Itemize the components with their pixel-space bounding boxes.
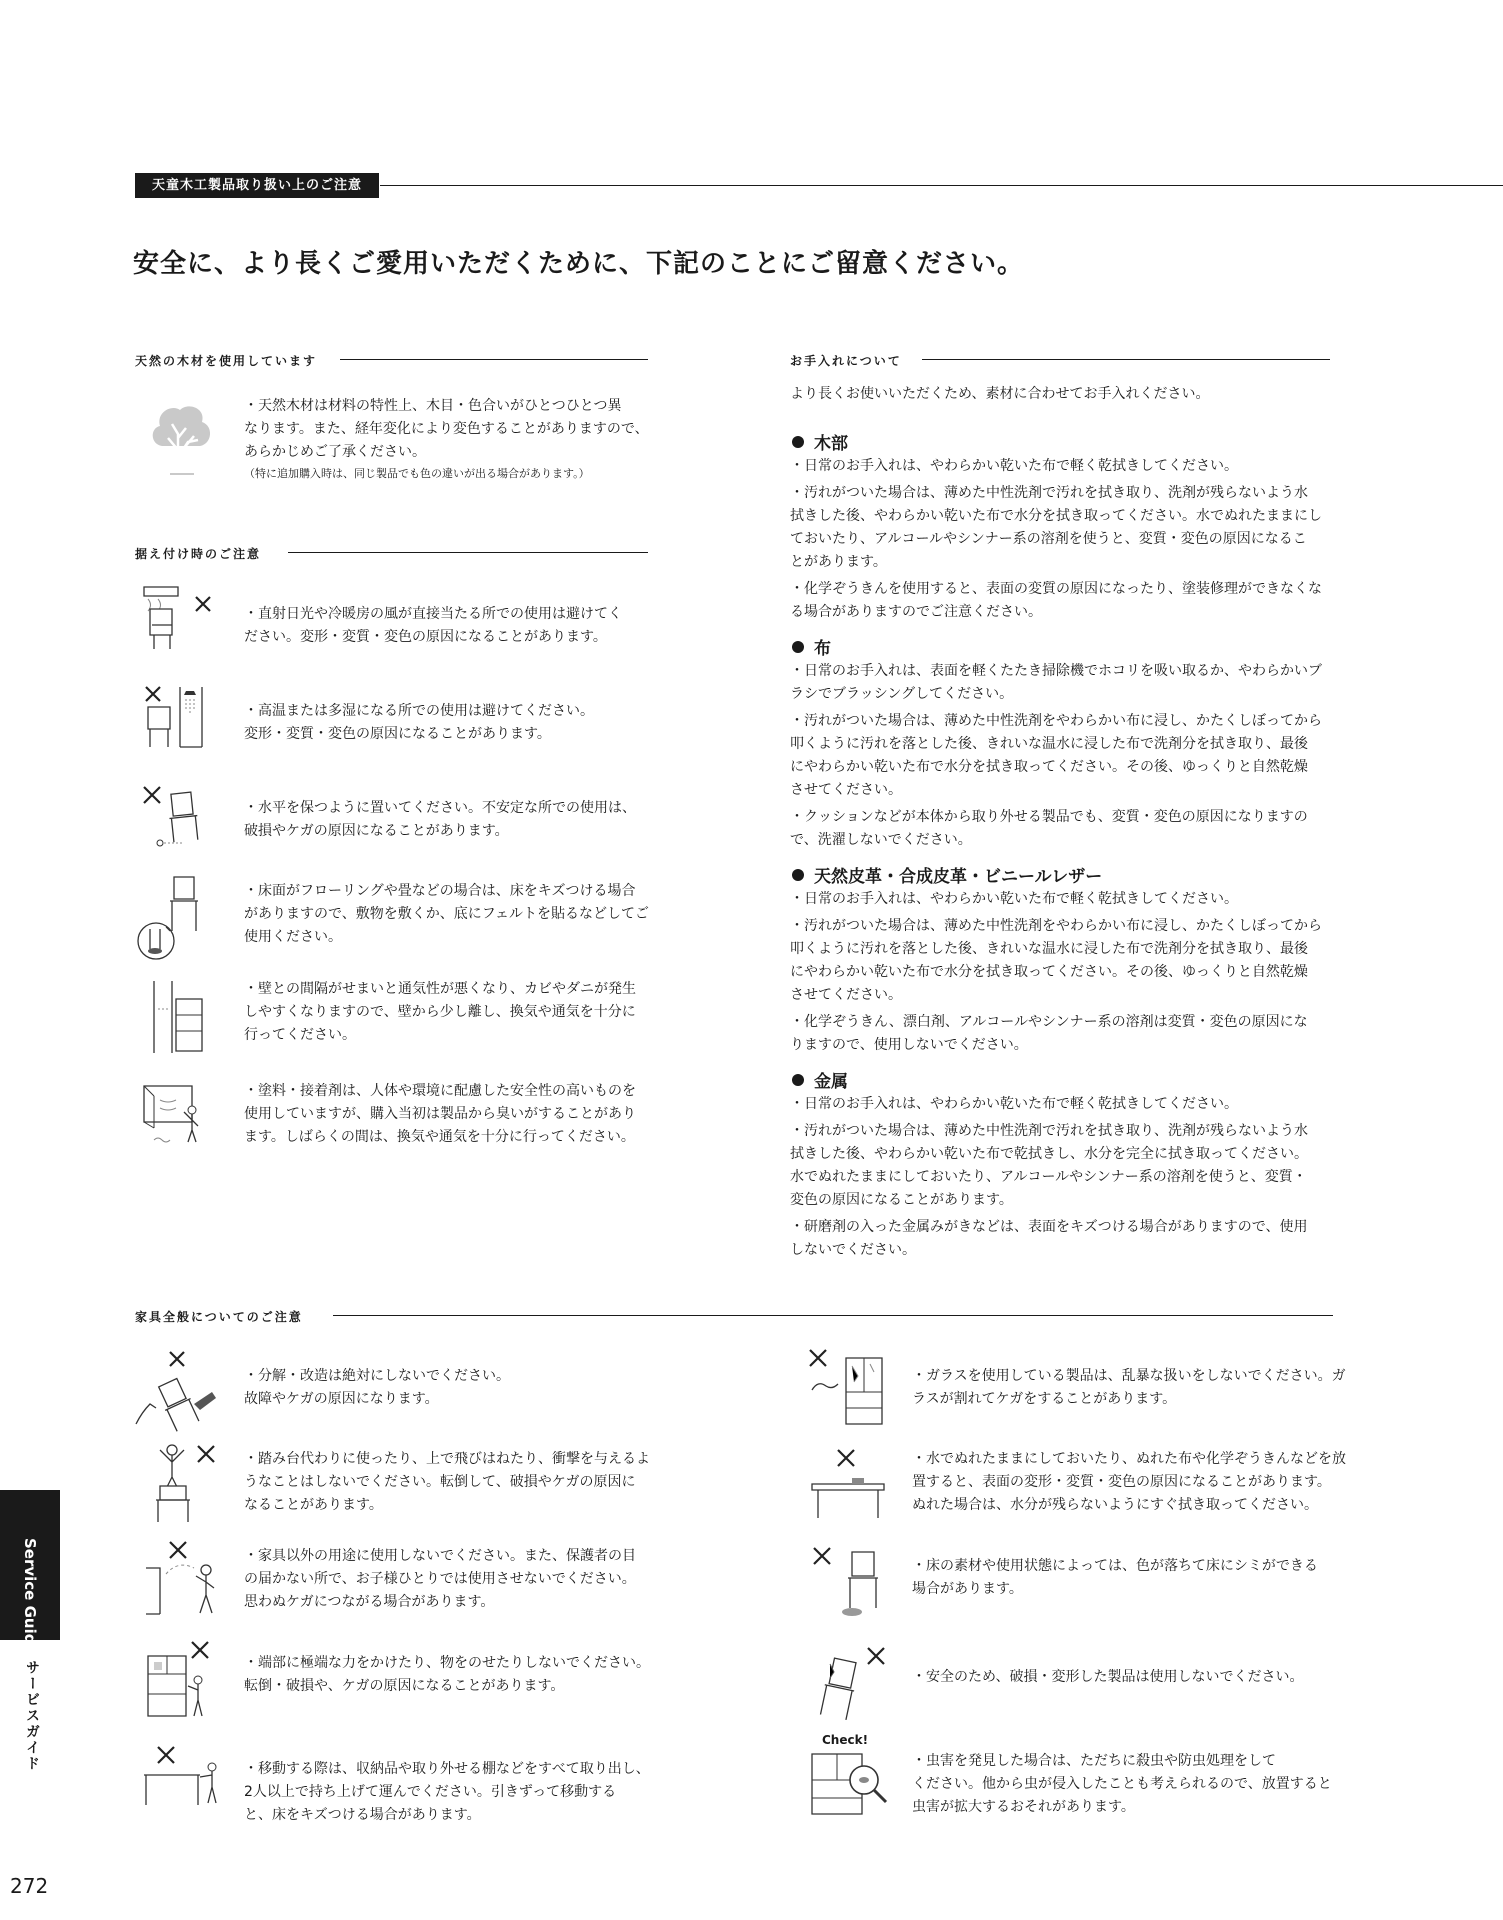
- section-tag: 天童木工製品取り扱い上のご注意: [135, 173, 379, 198]
- page-number: 272: [10, 1874, 49, 1898]
- installation-item-5-line-3: 行ってください。: [244, 1027, 356, 1043]
- wall-gap-icon: [148, 979, 212, 1055]
- care-rule: [922, 359, 1330, 360]
- care-wood-line-6: ・化学ぞうきんを使用すると、表面の変質の原因になったり、塗装修理ができなくな: [790, 581, 1322, 597]
- floor-felt-icon: [136, 873, 220, 963]
- shower-chair-icon: [140, 683, 220, 749]
- general-right-3-line-2: 場合があります。: [912, 1581, 1023, 1597]
- general-right-5-line-1: ・虫害を発見した場合は、ただちに殺虫や防虫処理をして: [912, 1753, 1276, 1769]
- service-guide-label: [21, 1538, 39, 1590]
- care-heading: お手入れについて: [790, 354, 902, 368]
- care-fabric-line-2: ラシでブラッシングしてください。: [790, 686, 1014, 702]
- natural-wood-rule: [340, 359, 648, 360]
- care-leather-line-2: ・汚れがついた場合は、薄めた中性洗剤をやわらかい布に浸し、かたくしぼってから: [790, 918, 1322, 934]
- general-right-3-line-1: ・床の素材や使用状態によっては、色が落ちて床にシミができる: [912, 1558, 1318, 1574]
- general-left-2-line-2: うなことはしないでください。転倒して、破損やケガの原因に: [244, 1474, 636, 1490]
- dragging-table-icon: [140, 1745, 224, 1811]
- installation-item-5-line-2: しやすくなりますので、壁から少し離し、換気や通気を十分に: [244, 1004, 636, 1020]
- care-intro: より長くお使いいただくため、素材に合わせてお手入れください。: [790, 386, 1210, 402]
- general-left-5-line-3: と、床をキズつける場合があります。: [244, 1807, 481, 1823]
- care-wood-line-5: とがあります。: [790, 554, 887, 570]
- care-wood-line-3: 拭きした後、やわらかい乾いた布で水分を拭き取ってください。水でぬれたままにし: [790, 508, 1322, 524]
- header-rule: [380, 185, 1503, 186]
- care-fabric-line-8: で、洗濯しないでください。: [790, 832, 972, 848]
- installation-item-2-line-1: ・高温または多湿になる所での使用は避けてください。: [244, 703, 594, 719]
- care-leather-title: 天然皮革・合成皮革・ビニールレザー: [790, 862, 1102, 887]
- care-leather-line-5: させてください。: [790, 987, 902, 1003]
- natural-wood-heading: 天然の木材を使用しています: [135, 354, 318, 368]
- care-metal-line-2: ・汚れがついた場合は、薄めた中性洗剤で汚れを拭き取り、洗剤が残らないよう水: [790, 1123, 1308, 1139]
- installation-item-3-line-2: 破損やケガの原因になることがあります。: [244, 823, 509, 839]
- care-leather-line-1: ・日常のお手入れは、やわらかい乾いた布で軽く乾拭きしてください。: [790, 891, 1238, 907]
- general-left-5-line-2: 2人以上で持ち上げて運んでください。引きずって移動する: [244, 1784, 617, 1800]
- care-wood-line-4: ておいたり、アルコールやシンナー系の溶剤を使うと、変質・変色の原因になるこ: [790, 531, 1307, 547]
- care-metal-line-7: しないでください。: [790, 1242, 916, 1258]
- general-left-4-line-1: ・端部に極端な力をかけたり、物をのせたりしないでください。: [244, 1655, 650, 1671]
- general-right-1-line-1: ・ガラスを使用している製品は、乱暴な扱いをしないでください。ガ: [912, 1368, 1346, 1384]
- installation-item-5-line-1: ・壁との間隔がせまいと通気性が悪くなり、カビやダニが発生: [244, 981, 636, 997]
- installation-item-6-line-2: 使用していますが、購入当初は製品から臭いがすることがあり: [244, 1106, 636, 1122]
- general-left-2-line-3: なることがあります。: [244, 1497, 383, 1513]
- standing-on-chair-icon: [148, 1442, 222, 1524]
- service-guide-jp-label: サービスガイド: [24, 1660, 40, 1772]
- page-headline: 安全に、より長くご愛用いただくために、下記のことにご留意ください。: [133, 249, 1025, 279]
- general-right-2-line-3: ぬれた場合は、水分が残らないようにすぐ拭き取ってください。: [912, 1497, 1318, 1513]
- general-left-2-line-1: ・踏み台代わりに使ったり、上で飛びはねたり、衝撃を与えるよ: [244, 1451, 650, 1467]
- general-right-2-line-1: ・水でぬれたままにしておいたり、ぬれた布や化学ぞうきんなどを放: [912, 1451, 1346, 1467]
- general-left-1-line-1: ・分解・改造は絶対にしないでください。: [244, 1368, 510, 1384]
- care-leather-line-7: りますので、使用しないでください。: [790, 1037, 1028, 1053]
- installation-rule: [288, 552, 648, 553]
- care-metal-title: 金属: [790, 1067, 848, 1092]
- installation-item-4-line-1: ・床面がフローリングや畳などの場合は、床をキズつける場合: [244, 883, 636, 899]
- care-metal-line-6: ・研磨剤の入った金属みがきなどは、表面をキズつける場合がありますので、使用: [790, 1219, 1308, 1235]
- wet-table-icon: [808, 1448, 888, 1520]
- care-fabric-line-7: ・クッションなどが本体から取り外せる製品でも、変質・変色の原因になりますの: [790, 809, 1308, 825]
- care-leather-line-6: ・化学ぞうきん、漂白剤、アルコールやシンナー系の溶剤は変質・変色の原因にな: [790, 1014, 1308, 1030]
- general-right-5-line-2: ください。他から虫が侵入したことも考えられるので、放置すると: [912, 1776, 1332, 1792]
- natural-wood-text-3: あらかじめご了承ください。: [244, 444, 426, 460]
- general-rule: [333, 1315, 1333, 1316]
- glass-cabinet-icon: [806, 1346, 888, 1428]
- general-right-1-line-2: ラスが割れてケガをすることがあります。: [912, 1391, 1177, 1407]
- air-conditioner-chair-icon: [140, 585, 220, 651]
- care-metal-line-1: ・日常のお手入れは、やわらかい乾いた布で軽く乾拭きしてください。: [790, 1096, 1238, 1112]
- child-play-icon: [140, 1540, 224, 1620]
- installation-item-2-line-2: 変形・変質・変色の原因になることがあります。: [244, 726, 551, 742]
- tree-icon: [148, 398, 216, 476]
- installation-heading: 据え付け時のご注意: [135, 547, 262, 561]
- installation-item-1-line-2: ださい。変形・変質・変色の原因になることがあります。: [244, 629, 607, 645]
- disassembly-icon: [132, 1350, 222, 1432]
- leaning-cabinet-icon: [144, 1640, 224, 1720]
- care-fabric-line-3: ・汚れがついた場合は、薄めた中性洗剤をやわらかい布に浸し、かたくしぼってから: [790, 713, 1322, 729]
- general-heading: 家具全般についてのご注意: [135, 1310, 303, 1324]
- care-leather-line-3: 叩くように汚れを落とした後、きれいな温水に浸した布で洗剤分を拭き取り、最後: [790, 941, 1308, 957]
- floor-stain-icon: [810, 1544, 888, 1624]
- care-wood-title: 木部: [790, 429, 848, 454]
- installation-item-4-line-3: 使用ください。: [244, 929, 342, 945]
- installation-item-3-line-1: ・水平を保つように置いてください。不安定な所での使用は、: [244, 800, 636, 816]
- check-label: Check!: [822, 1733, 869, 1747]
- general-left-1-line-2: 故障やケガの原因になります。: [244, 1391, 439, 1407]
- care-leather-line-4: にやわらかい乾いた布で水分を拭き取ってください。その後、ゆっくりと自然乾燥: [790, 964, 1308, 980]
- general-right-4-line-1: ・安全のため、破損・変形した製品は使用しないでください。: [912, 1669, 1304, 1685]
- care-fabric-title: 布: [790, 634, 831, 659]
- installation-item-4-line-2: がありますので、敷物を敷くか、底にフェルトを貼るなどしてご: [244, 906, 650, 922]
- general-right-5-line-3: 虫害が拡大するおそれがあります。: [912, 1799, 1135, 1815]
- insect-check-icon: [808, 1750, 890, 1816]
- care-wood-line-1: ・日常のお手入れは、やわらかい乾いた布で軽く乾拭きしてください。: [790, 458, 1238, 474]
- general-left-3-line-1: ・家具以外の用途に使用しないでください。また、保護者の目: [244, 1548, 636, 1564]
- general-left-5-line-1: ・移動する際は、収納品や取り外せる棚などをすべて取り出し、: [244, 1761, 650, 1777]
- installation-item-1-line-1: ・直射日光や冷暖房の風が直接当たる所での使用は避けてく: [244, 606, 622, 622]
- care-metal-line-5: 変色の原因になることがあります。: [790, 1192, 1013, 1208]
- care-fabric-line-5: にやわらかい乾いた布で水分を拭き取ってください。その後、ゆっくりと自然乾燥: [790, 759, 1308, 775]
- tilted-chair-icon: [140, 783, 220, 849]
- ventilation-window-icon: [140, 1080, 220, 1148]
- natural-wood-note: （特に追加購入時は、同じ製品でも色の違いが出る場合があります。）: [244, 467, 590, 480]
- care-fabric-line-6: させてください。: [790, 782, 902, 798]
- installation-item-6-line-3: ます。しばらくの間は、換気や通気を十分に行ってください。: [244, 1129, 635, 1145]
- natural-wood-text-1: ・天然木材は材料の特性上、木目・色合いがひとつひとつ異: [244, 398, 622, 414]
- care-fabric-line-4: 叩くように汚れを落とした後、きれいな温水に浸した布で洗剤分を拭き取り、最後: [790, 736, 1308, 752]
- care-fabric-line-1: ・日常のお手入れは、表面を軽くたたき掃除機でホコリを吸い取るか、やわらかいブ: [790, 663, 1322, 679]
- general-left-3-line-2: の届かない所で、お子様ひとりでは使用させないでください。: [244, 1571, 636, 1587]
- care-metal-line-4: 水でぬれたままにしておいたり、アルコールやシンナー系の溶剤を使うと、変質・: [790, 1169, 1307, 1185]
- installation-item-6-line-1: ・塗料・接着剤は、人体や環境に配慮した安全性の高いものを: [244, 1083, 636, 1099]
- care-wood-line-7: る場合がありますのでご注意ください。: [790, 604, 1042, 620]
- natural-wood-text-2: なります。また、経年変化により変色することがありますので、: [244, 421, 649, 437]
- general-left-4-line-2: 転倒・破損や、ケガの原因になることがあります。: [244, 1678, 565, 1694]
- general-right-2-line-2: 置すると、表面の変形・変質・変色の原因になることがあります。: [912, 1474, 1331, 1490]
- broken-chair-icon: [810, 1646, 892, 1726]
- care-wood-line-2: ・汚れがついた場合は、薄めた中性洗剤で汚れを拭き取り、洗剤が残らないよう水: [790, 485, 1308, 501]
- care-metal-line-3: 拭きした後、やわらかい乾いた布で乾拭きし、水分を完全に拭き取ってください。: [790, 1146, 1308, 1162]
- general-left-3-line-3: 思わぬケガにつながる場合があります。: [244, 1594, 495, 1610]
